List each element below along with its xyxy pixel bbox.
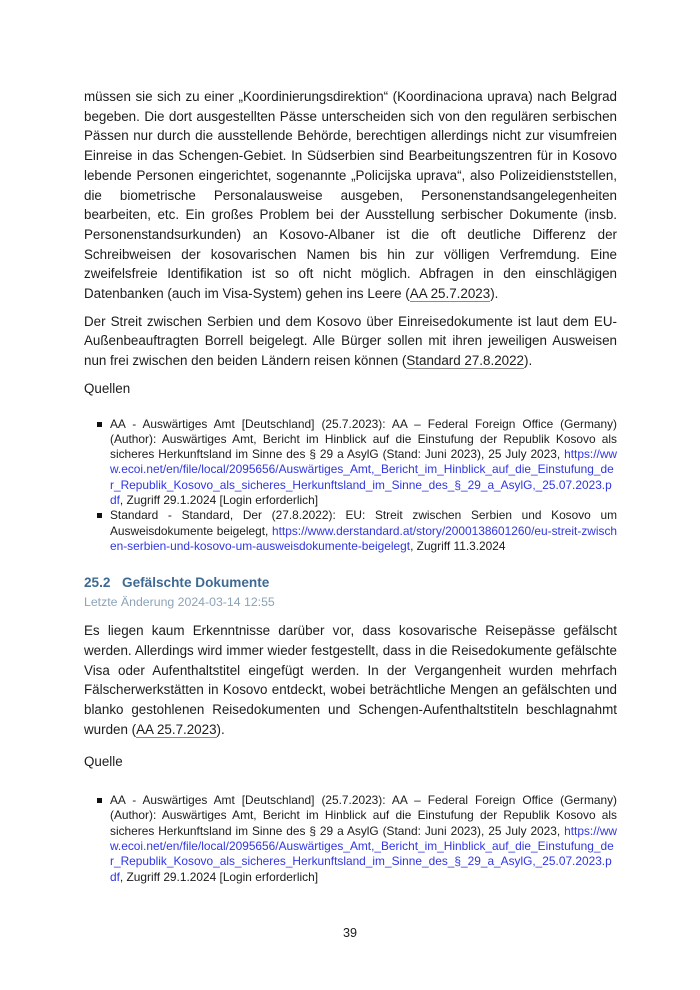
source-item-aa	[110, 793, 617, 885]
sources-label: Quellen	[84, 380, 131, 396]
paragraph-border-dispute	[84, 312, 617, 371]
citation-text: Standard - Standard, Der (27.8.2022): EU: Streit zwischen Serbien und Kosovo um Ausweisdokumente beigelegt,	[110, 508, 617, 538]
citation-access-text: , Zugriff 29.1.2024 [Login erforderlich]	[119, 869, 318, 884]
source-ref-standard[interactable]: Standard 27.8.2022	[406, 353, 524, 369]
citation-access-text: , Zugriff 29.1.2024 [Login erforderlich]	[119, 493, 318, 508]
sources-list	[84, 417, 617, 555]
paragraph-text: müssen sie sich zu einer „Koordinierungsdirektion“ (Koordinaciona uprava) nach Belgrad begeben. Die dort ausgestellten Pässe unterscheiden sich von den regulären serbischen Pässen nur durch die ausstellende Behörde, berechtigen allerdings nicht zur visumfreien Einreise in das Schengen-Gebiet. In Südserbien sind Bearbeitungszentren für in Kosovo lebende Personen eingerichtet, sogenannte „Policijska uprava“, also Polizeidienststellen, die biometrische Personalausweise ausgeben, Personenstandsangelegenheiten bearbeiten, etc. Ein großes Problem bei der Ausstellung serbischer Dokumente (insb. Personenstandsurkunden) an Kosovo-Albaner ist die oft deutliche Differenz der Schreibweisen der kosovarischen Namen bis hin zur völligen Verfremdung. Eine zweifelsfreie Identifikation ist so oft nicht möglich. Abfragen in den einschlägigen Datenbanken (auch im Visa-System) gehen ins Leere (	[84, 89, 617, 302]
source-ref-aa[interactable]: AA 25.7.2023	[409, 286, 491, 302]
paragraph-forged-documents	[84, 621, 617, 739]
paragraph-text: ).	[523, 353, 533, 369]
paragraph-text: ).	[490, 286, 499, 302]
source-url-derstandard[interactable]: https://www.derstandard.at/story/2000138601260/eu-streit-zwischen-serbien-und-kosovo-um-ausweisdokumente-beigelegt	[110, 523, 617, 553]
source-url-ecoi[interactable]: https://www.ecoi.net/en/file/local/2095656/Auswärtiges_Amt,_Bericht_im_Hinblick_auf_die_Einstufung_der_Republik_Kosovo_als_sicheres_Herkunftsland_im_Sinne_des_§_29_a_AsylG,_25.07.2023.pdf	[110, 447, 617, 508]
source-list-forged	[84, 793, 617, 885]
source-ref-aa[interactable]: AA 25.7.2023	[136, 721, 217, 737]
paragraph-text: ).	[216, 721, 225, 737]
page-content	[84, 87, 617, 885]
last-modified-timestamp: Letzte Änderung 2024-03-14 12:55	[84, 595, 275, 610]
page-number: 39	[342, 926, 357, 940]
source-label: Quelle	[84, 754, 123, 770]
source-url-ecoi[interactable]: https://www.ecoi.net/en/file/local/2095656/Auswärtiges_Amt,_Bericht_im_Hinblick_auf_die_Einstufung_der_Republik_Kosovo_als_sicheres_Herkunftsland_im_Sinne_des_§_29_a_AsylG,_25.07.2023.pdf	[110, 823, 617, 884]
source-item-aa	[110, 417, 617, 509]
source-item-standard	[110, 508, 617, 554]
section-number: 25.2	[84, 575, 111, 591]
citation-text: AA - Auswärtiges Amt [Deutschland] (25.7.2023): AA – Federal Foreign Office (Germany) (Author): Auswärtiges Amt, Bericht im Hinblick auf die Einstufung der Republik Kosovo als sicheres Herkunftsland im Sinne des § 29 a AsylG (Stand: Juni 2023), 25 July 2023,	[110, 793, 617, 838]
paragraph-text: Es liegen kaum Erkenntnisse darüber vor, dass kosovarische Reisepässe gefälscht werden. Allerdings wird immer wieder festgestellt, dass in die Reisedokumente gefälschte Visa oder Aufenthaltstitel eingefügt werden. In der Vergangenheit wurden mehrfach Fälscherwerkstätten in Kosovo entdeckt, wobei beträchtliche Mengen an gefälschten und blanko gestohlenen Reisedokumenten und Schengen-Aufenthaltstiteln beschlagnahmt wurden (	[84, 623, 617, 737]
section-title: Gefälschte Dokumente	[122, 575, 270, 591]
section-heading-forged-documents	[84, 574, 617, 591]
citation-text: AA - Auswärtiges Amt [Deutschland] (25.7.2023): AA – Federal Foreign Office (Germany) (Author): Auswärtiges Amt, Bericht im Hinblick auf die Einstufung der Republik Kosovo als sicheres Herkunftsland im Sinne des § 29 a AsylG (Stand: Juni 2023), 25 July 2023,	[110, 416, 617, 462]
paragraph-text: Der Streit zwischen Serbien und dem Kosovo über Einreisedokumente ist laut dem EU-Außenbeauftragten Borrell beigelegt. Alle Bürger sollen mit ihren jeweiligen Ausweisen nun frei zwischen den beiden Ländern reisen können (	[84, 313, 617, 369]
citation-access-text: , Zugriff 11.3.2024	[410, 538, 506, 553]
paragraph-serbian-documents	[84, 87, 617, 304]
